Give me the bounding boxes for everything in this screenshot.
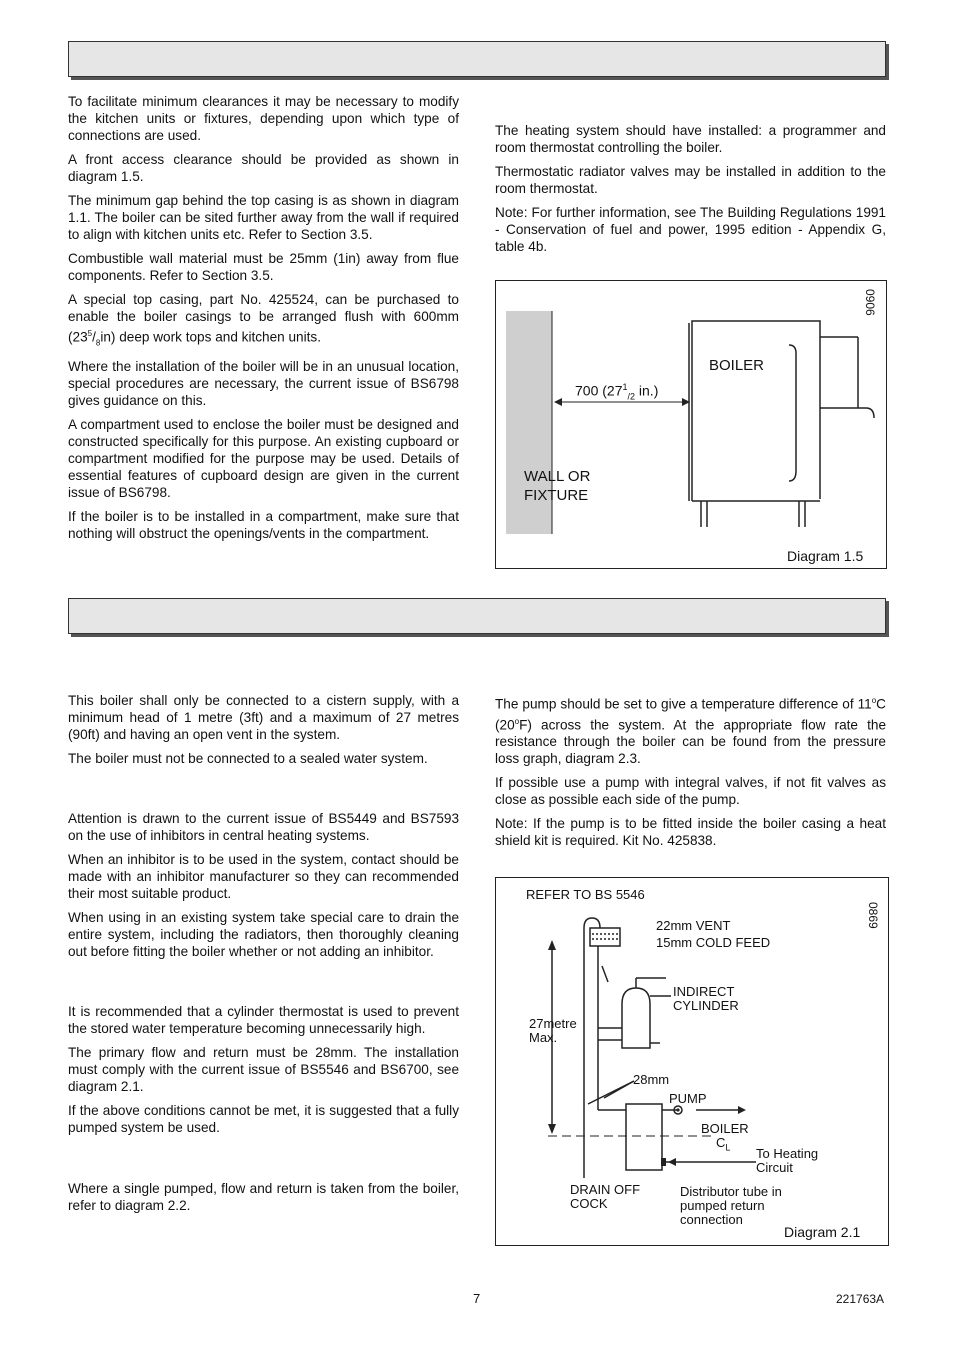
clearance-dimension: 700 ($27^1_{/2}$ in.): [575, 382, 659, 402]
refer-label: REFER TO BS 5546: [526, 887, 645, 902]
pipe-size-label: 28mm: [633, 1072, 670, 1087]
cistern-shape: [590, 928, 620, 946]
heating-label-1: To Heating: [756, 1146, 819, 1161]
section2-left-column-pumped: [68, 1180, 459, 1221]
pump-paragraph: The pump should be set to give a temperature difference of 11$^o$C (20$^o$F) across the system. At the appropriate flow rate the resistance through the boiler can be found from the pressure loss graph, diagram 2.3.: [495, 696, 886, 767]
boiler-label: BOILER: [701, 1121, 749, 1136]
centreline-label: $C_L$: [716, 1135, 731, 1153]
distributor-label-2: pumped return: [680, 1198, 765, 1213]
paragraph: Where a single pumped, flow and return is taken from the boiler, refer to diagram 2.2.: [68, 1181, 459, 1213]
diagram-1-5: [495, 280, 887, 569]
cylinder-shape: [622, 988, 650, 1048]
section-header-bar-1: [68, 41, 886, 77]
paragraph: It is recommended that a cylinder thermostat is used to prevent the stored water temperature becoming unnecessarily high.: [68, 1004, 459, 1036]
paragraph: If the above conditions cannot be met, it is suggested that a fully pumped system be used.: [68, 1103, 459, 1135]
drain-label-2: COCK: [570, 1196, 608, 1211]
boiler-shape: [626, 1104, 662, 1170]
wall-label-1: WALL OR: [524, 468, 591, 485]
distributor-label-3: connection: [680, 1212, 743, 1227]
boiler-label: BOILER: [709, 357, 765, 374]
section2-right-column: [495, 692, 886, 856]
indirect-label: INDIRECT: [673, 984, 735, 999]
paragraph: Where the installation of the boiler will be in an unusual location, special procedures are necessary, the current issue of BS6798 gives guidance on this.: [68, 359, 459, 409]
diagram-caption: Diagram 1.5: [787, 548, 864, 564]
paragraph: A compartment used to enclose the boiler must be designed and constructed specifically for this purpose. An existing cupboard or compartment modified for the purpose may be used. Details of essential features of cupboard design are given in the current issue of BS6798.: [68, 417, 459, 501]
vent-label: 22mm VENT: [656, 918, 731, 933]
diagram-code: 0869: [866, 902, 880, 929]
height-label: 27metre: [529, 1016, 577, 1031]
paragraph: Attention is drawn to the current issue of BS5449 and BS7593 on the use of inhibitors in central heating systems.: [68, 811, 459, 843]
wall-label-2: FIXTURE: [524, 487, 589, 504]
section1-left-column: [68, 93, 459, 549]
section2-left-column-inhibitors: [68, 810, 459, 967]
special-casing-paragraph: A special top casing, part No. 425524, can be purchased to enable the boiler casings to be arranged flush with 600mm $(23^5/_8in)$ deep work tops and kitchen units.: [68, 292, 459, 348]
document-code: 221763A: [836, 1292, 885, 1306]
paragraph: If possible use a pump with integral valves, if not fit valves as close as possible each side of the pump.: [495, 775, 886, 808]
cylinder-label: CYLINDER: [673, 998, 739, 1013]
paragraph: If the boiler is to be installed in a compartment, make sure that nothing will obstruct the openings/vents in the compartment.: [68, 509, 459, 542]
pump-label: PUMP: [669, 1091, 707, 1106]
paragraph: The heating system should have installed: a programmer and room thermostat controlling the boiler.: [495, 123, 886, 155]
paragraph: The boiler must not be connected to a sealed water system.: [68, 751, 428, 766]
section-header-bar-2: [68, 598, 886, 634]
paragraph: The minimum gap behind the top casing is as shown in diagram 1.1. The boiler can be sited further away from the wall if required to align with kitchen units etc. Refer to Section 3.5.: [68, 193, 459, 242]
section2-left-column-gravity: [68, 1003, 459, 1143]
clearance-drawing: [496, 281, 886, 568]
paragraph: This boiler shall only be connected to a cistern supply, with a minimum head of 1 metre (3ft) and a maximum of 27 metres (90ft) and having an open vent in the system.: [68, 693, 459, 742]
paragraph: Note: If the pump is to be fitted inside the boiler casing a heat shield kit is required. Kit No. 425838.: [495, 816, 886, 849]
paragraph: The primary flow and return must be 28mm. The installation must comply with the current issue of BS5546 and BS6700, see diagram 2.1.: [68, 1045, 459, 1094]
heating-label-2: Circuit: [756, 1160, 793, 1175]
cold-feed-label: 15mm COLD FEED: [656, 935, 771, 950]
paragraph: Note: For further information, see The Building Regulations 1991 - Conservation of fuel and power, 1995 edition - Appendix G, table 4b.: [495, 205, 886, 254]
paragraph: When an inhibitor is to be used in the system, contact should be made with an inhibitor manufacturer so they can recommended their most suitable product.: [68, 852, 459, 901]
paragraph: When using in an existing system take special care to drain the entire system, including the radiators, then thoroughly cleaning out before fitting the boiler whether or not adding an inhibitor.: [68, 910, 459, 959]
distributor-label-1: Distributor tube in: [680, 1184, 782, 1199]
diagram-caption: Diagram 2.1: [784, 1224, 861, 1240]
paragraph: Thermostatic radiator valves may be installed in addition to the room thermostat.: [495, 164, 886, 196]
page-number: 7: [473, 1291, 481, 1306]
paragraph: To facilitate minimum clearances it may be necessary to modify the kitchen units or fixtures, depending upon which type of connections are used.: [68, 94, 459, 143]
paragraph: A front access clearance should be provided as shown in diagram 1.5.: [68, 152, 459, 184]
diagram-code: 0906: [863, 289, 877, 316]
diagram-2-1: [495, 877, 889, 1246]
paragraph: Combustible wall material must be 25mm (1in) away from flue components. Refer to Section 3.5.: [68, 251, 459, 283]
drain-label-1: DRAIN OFF: [570, 1182, 641, 1197]
height-max-label: Max.: [529, 1030, 558, 1045]
section1-right-column: [495, 122, 886, 262]
boiler-outline: [689, 321, 874, 527]
section2-left-column: [68, 692, 459, 774]
